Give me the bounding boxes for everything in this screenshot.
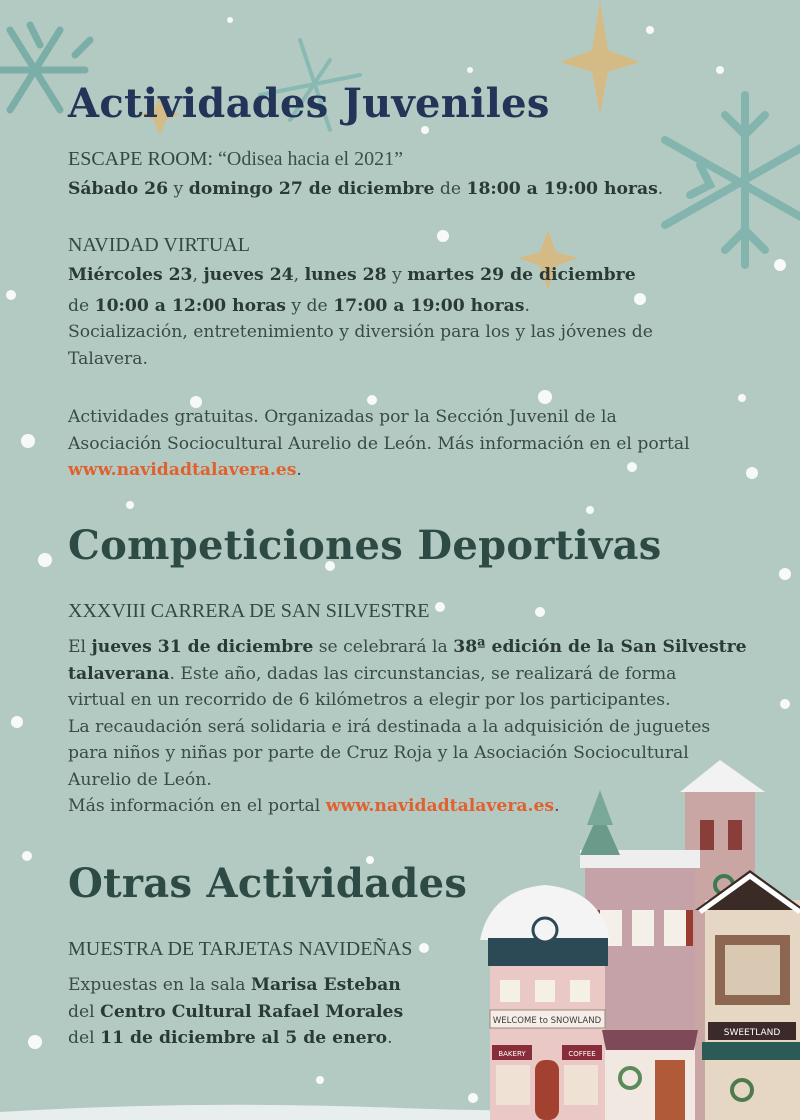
edition-text: talaverana [68, 663, 170, 684]
edition-text: 38ª edición de la San Silvestre [453, 637, 747, 657]
text: del [68, 1028, 101, 1048]
date-text: 11 de diciembre al 5 de enero [100, 1028, 388, 1048]
info-line: Asociación Sociocultural Aurelio de León. Más información en el portal [68, 433, 690, 454]
section-title-competiciones-deportivas: Competiciones Deportivas [68, 522, 662, 569]
escape-room-dates [68, 176, 728, 203]
date-text: domingo 27 de diciembre [188, 179, 435, 199]
text: de [68, 295, 95, 316]
sign-sweetland: SWEETLAND [723, 1028, 781, 1038]
date-text: lunes 28 [304, 265, 387, 285]
muestra-tarjetas-heading: MUESTRA DE TARJETAS NAVIDEÑAS [68, 938, 413, 960]
time-text: 10:00 a 12:00 horas [94, 295, 286, 316]
text: y de [285, 295, 334, 316]
text: y [168, 179, 189, 199]
date-text: jueves 24 [203, 265, 294, 285]
venue-text: Centro Cultural Rafael Morales [100, 1001, 404, 1022]
date-text: Miércoles 23 [68, 265, 193, 285]
date-text: jueves 31 de diciembre [91, 637, 314, 657]
sign-welcome-snowland: WELCOME to SNOWLAND [492, 1016, 602, 1026]
san-silvestre-body [68, 634, 747, 820]
text: , [293, 265, 305, 285]
date-text: Sábado 26 [68, 179, 169, 199]
muestra-tarjetas-body [68, 972, 488, 1052]
text: se celebrará la [313, 637, 454, 657]
text: . [524, 295, 530, 316]
san-silvestre-heading: XXXVIII CARRERA DE SAN SILVESTRE [68, 600, 430, 622]
text: . [387, 1028, 393, 1048]
description-line: para niños y niñas por parte de Cruz Roja y la Asociación Sociocultural [68, 743, 689, 763]
description-line: Talavera. [68, 348, 148, 369]
sign-bakery: BAKERY [498, 1050, 526, 1058]
sign-coffee: COFFEE [568, 1050, 596, 1058]
text: Expuestas en la sala [68, 975, 251, 995]
navidad-virtual-heading: NAVIDAD VIRTUAL [68, 234, 250, 256]
description-line: virtual en un recorrido de 6 kilómetros a elegir por los participantes. [68, 690, 671, 710]
section-title-actividades-juveniles: Actividades Juveniles [68, 80, 550, 127]
website-link[interactable]: www.navidadtalavera.es [325, 796, 555, 816]
escape-room-heading [68, 146, 403, 172]
text: Más información en el portal [68, 796, 326, 816]
escape-room-label: ESCAPE ROOM: [68, 148, 214, 170]
text: . Este año, dadas las circunstancias, se realizará de forma [169, 663, 677, 684]
navidad-virtual-body [68, 262, 728, 372]
description-line: Socialización, entretenimiento y diversión para los y las jóvenes de [68, 322, 653, 342]
time-text: 18:00 a 19:00 horas [466, 179, 658, 199]
section-title-otras-actividades: Otras Actividades [68, 860, 468, 907]
venue-text: Marisa Esteban [250, 975, 401, 995]
actividades-info [68, 404, 728, 484]
text: . [296, 460, 302, 480]
text: El [68, 637, 92, 657]
website-link[interactable]: www.navidadtalavera.es [68, 460, 297, 480]
text: y [386, 265, 408, 285]
escape-room-subtitle: “Odisea hacia el 2021” [218, 148, 403, 170]
description-line: La recaudación será solidaria e irá destinada a la adquisición de juguetes [68, 716, 711, 737]
date-text: martes 29 de diciembre [407, 265, 636, 285]
text: . [657, 179, 664, 199]
text: de [434, 179, 467, 199]
info-line: Actividades gratuitas. Organizadas por la Sección Juvenil de la [68, 407, 617, 427]
time-text: 17:00 a 19:00 horas [333, 295, 525, 316]
description-line: Aurelio de León. [68, 769, 212, 790]
text: , [192, 265, 204, 285]
text: del [68, 1001, 101, 1022]
text: . [554, 796, 560, 816]
